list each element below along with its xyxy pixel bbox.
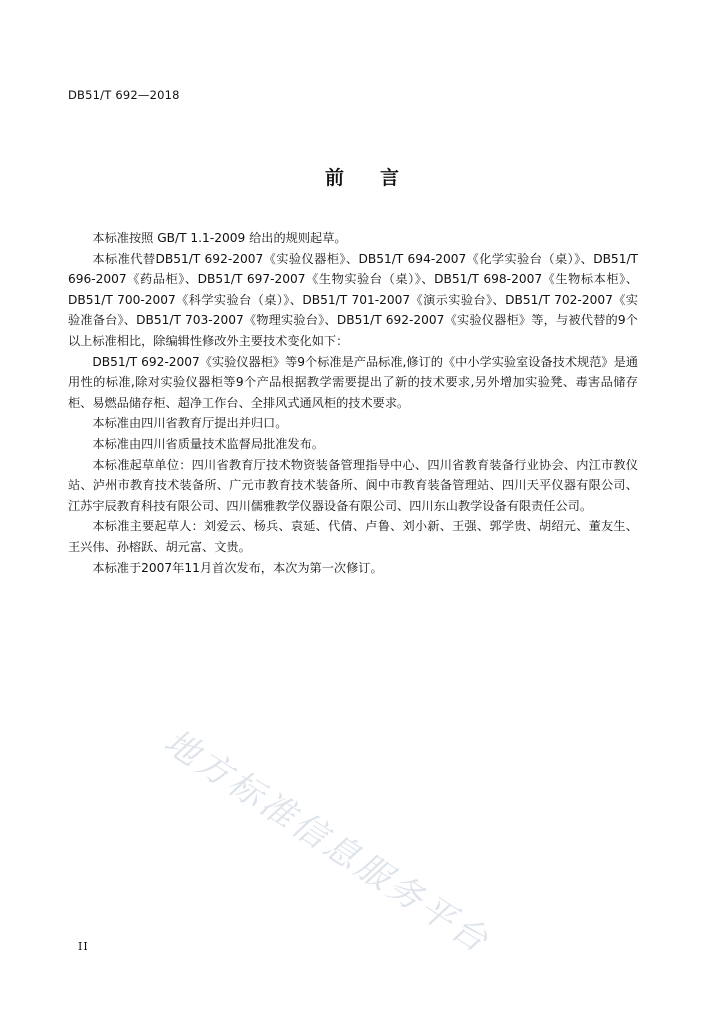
paragraph-drafting-rules: 本标准按照 GB/T 1.1-2009 给出的规则起草。 [92, 231, 347, 245]
paragraph-drafting-units: 本标准起草单位：四川省教育厅技术物资装备管理指导中心、四川省教育装备行业协会、内江市教仪站、泸州市教育技术装备所、广元市教育技术装备所、阆中市教育装备管理站、四川天平仪器有限公司、江苏宇辰教育科技有限公司、四川儒雅教学仪器设备有限公司、四川东山教学设备有限责任公司。 [68, 457, 638, 513]
foreword-body [68, 228, 638, 578]
watermark: 地方标准信息服务平台 [156, 721, 498, 963]
paragraph-approved-by: 本标准由四川省质量技术监督局批准发布。 [92, 436, 324, 451]
paragraph-technical-changes: DB51/T 692-2007《实验仪器柜》等9个标准是产品标准,修订的《中小学实验室设备技术规范》是通用性的标准,除对实验仪器柜等9个产品根据教学需要提出了新的技术要求,另外增加实验凳、毒害品储存柜、易燃品储存柜、超净工作台、全排风式通风柜的技术要求。 [68, 354, 638, 410]
document-code-header: DB51/T 692—2018 [68, 88, 180, 102]
paragraph-replaced-standards: 本标准代替DB51/T 692-2007《实验仪器柜》、DB51/T 694-2007《化学实验台（桌）》、DB51/T 696-2007《药品柜》、DB51/T 697-2007《生物实验台（桌）》、DB51/T 698-2007《生物标本柜》、DB51/T 700-2007《科学实验台（桌）》、DB51/T 701-2007《演示实验台》、DB51/T 702-2007《实验准备台》、DB51/T 703-2007《物理实验台》、DB51/T 692-2007《实验仪器柜》等，与被代替的9个以上标准相比，除编辑性修改外主要技术变化如下： [68, 251, 638, 348]
paragraph-release-history: 本标准于2007年11月首次发布，本次为第一次修订。 [92, 560, 383, 575]
page-number: II [78, 940, 89, 953]
paragraph-drafters: 本标准主要起草人：刘爱云、杨兵、袁延、代倩、卢鲁、刘小新、王强、郭学贵、胡绍元、董友生、王兴伟、孙榕跃、胡元富、文贵。 [68, 519, 638, 554]
page-title: 前言 [324, 167, 435, 189]
paragraph-proposed-by: 本标准由四川省教育厅提出并归口。 [92, 416, 288, 431]
